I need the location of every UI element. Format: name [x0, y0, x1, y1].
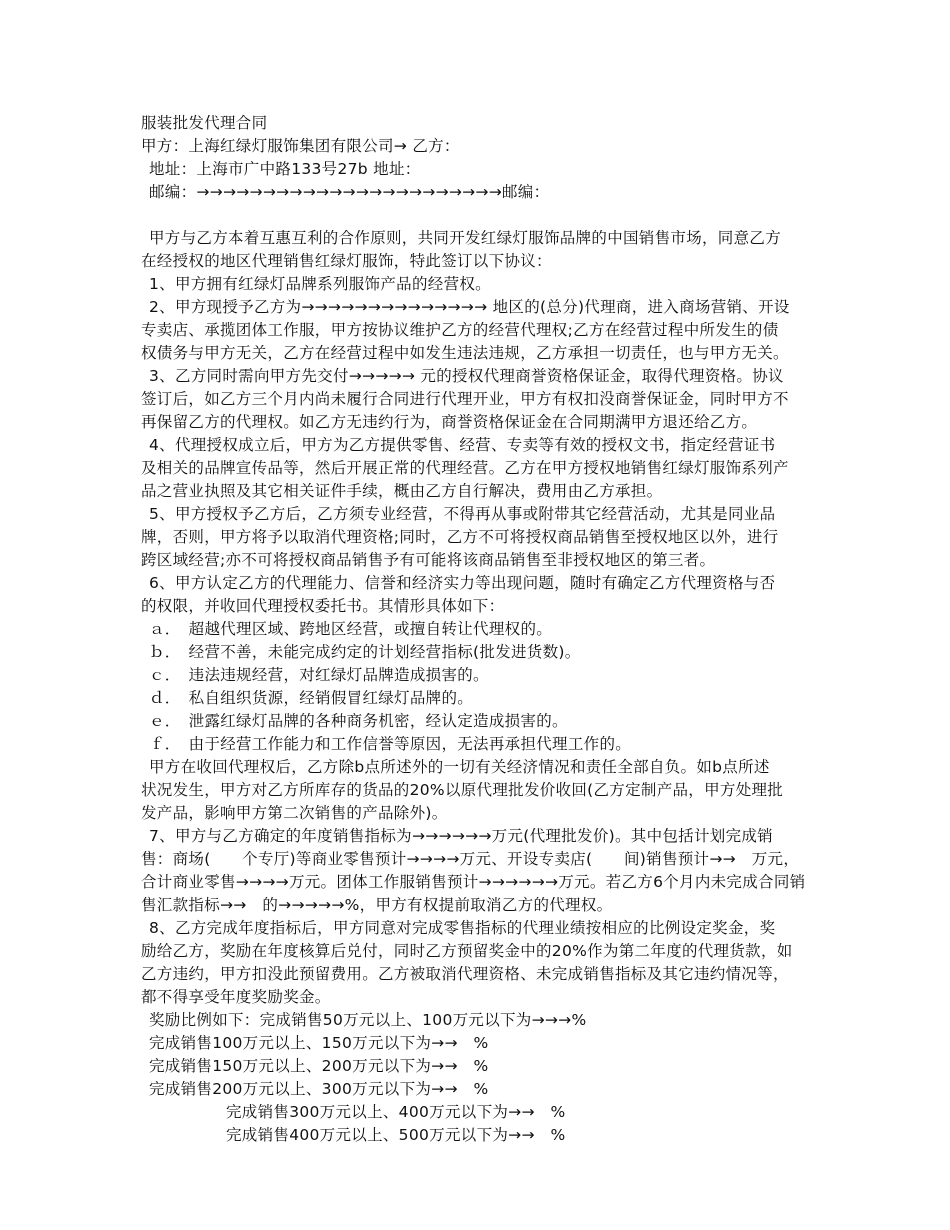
clause-6-note-cont: 发产品，影响甲方第二次销售的产品除外)。 [141, 804, 448, 822]
blank-line [141, 204, 821, 227]
reward-ratio-line: 完成销售200万元以上、300万元以下为→→ % [149, 1080, 489, 1098]
clause-3: 3、乙方同时需向甲方先交付→→→→→ 元的授权代理商誉资格保证金，取得代理资格。协议 [149, 367, 784, 385]
clause-5-cont: 跨区域经营;亦不可将授权商品销售予有可能将该商品销售至非授权地区的第三者。 [141, 551, 716, 569]
clause-8-cont: 都不得享受年度奖励奖金。 [141, 988, 331, 1006]
clause-2-cont: 专卖店、承揽团体工作服，甲方按协议维护乙方的经营代理权;乙方在经营过程中所发生的债 [141, 321, 779, 339]
clause-7: 7、甲方与乙方确定的年度销售指标为→→→→→→万元(代理批发价)。其中包括计划完成销 [149, 827, 773, 845]
clause-6-item-f: ｆ． 由于经营工作能力和工作信誉等原因，无法再承担代理工作的。 [149, 735, 632, 753]
contract-page [141, 112, 821, 1147]
clause-5-cont: 牌，否则，甲方将予以取消代理资格;同时，乙方不可将授权商品销售至授权地区以外，进行 [141, 528, 779, 546]
clause-6-note: 甲方在收回代理权后，乙方除b点所述外的一切有关经济情况和责任全部自负。如b点所述 [149, 758, 770, 776]
clause-6-item-e: ｅ． 泄露红绿灯品牌的各种商务机密，经认定造成损害的。 [149, 712, 568, 730]
clause-2-cont: 权债务与甲方无关，乙方在经营过程中如发生违法违规，乙方承担一切责任，也与甲方无关。 [141, 344, 789, 362]
clause-7-cont: 售汇款指标→→ 的→→→→→%，甲方有权提前取消乙方的代理权。 [141, 896, 613, 914]
clause-7-cont: 售：商场( 个专厅)等商业零售预计→→→→万元、开设专卖店( 间)销售预计→→ 万元， [141, 850, 800, 868]
postcode-line: 邮编：→→→→→→→→→→→→→→→→→→→→→→→邮编： [149, 183, 550, 201]
clause-6-item-c: ｃ． 违法违规经营，对红绿灯品牌造成损害的。 [149, 666, 489, 684]
clause-4: 4、代理授权成立后，甲方为乙方提供零售、经营、专卖等有效的授权文书，指定经营证书 [149, 436, 776, 454]
clause-6: 6、甲方认定乙方的代理能力、信誉和经济实力等出现问题，随时有确定乙方代理资格与否 [149, 574, 776, 592]
clause-7-cont: 合计商业零售→→→→万元。团体工作服销售预计→→→→→→万元。若乙方6个月内未完成合同销 [141, 873, 806, 891]
clause-6-item-a: ａ． 超越代理区域、跨地区经营，或擅自转让代理权的。 [149, 620, 553, 638]
clause-6-note-cont: 状况发生，甲方对乙方所库存的货品的20%以原代理批发价收回(乙方定制产品，甲方处理批 [141, 781, 784, 799]
clause-2: 2、甲方现授予乙方为→→→→→→→→→→→→→→ 地区的(总分)代理商，进入商场营销、开设 [149, 298, 790, 316]
clause-6-item-d: ｄ． 私自组织货源，经销假冒红绿灯品牌的。 [149, 689, 474, 707]
clause-4-cont: 品之营业执照及其它相关证件手续，概由乙方自行解决，费用由乙方承担。 [141, 482, 663, 500]
reward-ratio-line: 完成销售400万元以上、500万元以下为→→ % [226, 1126, 566, 1144]
clause-8-cont: 励给乙方，奖励在年度核算后兑付，同时乙方预留奖金中的20%作为第二年度的代理货款，如 [141, 942, 793, 960]
clause-1: 1、甲方拥有红绿灯品牌系列服饰产品的经营权。 [149, 275, 491, 293]
reward-ratio-line: 完成销售300万元以上、400万元以下为→→ % [226, 1103, 566, 1121]
preamble-line: 在经授权的地区代理销售红绿灯服饰，特此签订以下协议： [141, 252, 552, 270]
clause-8-cont: 乙方违约，甲方扣没此预留费用。乙方被取消代理资格、未完成销售指标及其它违约情况等， [141, 965, 789, 983]
clause-4-cont: 及相关的品牌宣传品等，然后开展正常的代理经营。乙方在甲方授权地销售红绿灯服饰系列产 [141, 459, 789, 477]
document-title: 服装批发代理合同 [141, 114, 268, 132]
reward-ratio-line: 完成销售100万元以上、150万元以下为→→ % [149, 1034, 489, 1052]
reward-ratio-line: 完成销售150万元以上、200万元以下为→→ % [149, 1057, 489, 1075]
reward-ratio-line: 奖励比例如下：完成销售50万元以上、100万元以下为→→→% [149, 1011, 587, 1029]
clause-6-item-b: ｂ． 经营不善，未能完成约定的计划经营指标(批发进货数)。 [149, 643, 581, 661]
clause-8: 8、乙方完成年度指标后，甲方同意对完成零售指标的代理业绩按相应的比例设定奖金，奖 [149, 919, 776, 937]
clause-3-cont: 签订后，如乙方三个月内尚未履行合同进行代理开业，甲方有权扣没商誉保证金，同时甲方不 [141, 390, 789, 408]
preamble-line: 甲方与乙方本着互惠互利的合作原则，共同开发红绿灯服饰品牌的中国销售市场，同意乙方 [149, 229, 782, 247]
address-line: 地址：上海市广中路133号27b 地址： [149, 160, 421, 178]
party-a-line: 甲方：上海红绿灯服饰集团有限公司→ 乙方： [141, 137, 460, 155]
clause-3-cont: 再保留乙方的代理权。如乙方无违约行为，商誉资格保证金在合同期满甲方退还给乙方。 [141, 413, 758, 431]
clause-5: 5、甲方授权予乙方后，乙方须专业经营，不得再从事或附带其它经营活动，尤其是同业品 [149, 505, 776, 523]
clause-6-cont: 的权限，并收回代理授权委托书。其情形具体如下： [141, 597, 505, 615]
